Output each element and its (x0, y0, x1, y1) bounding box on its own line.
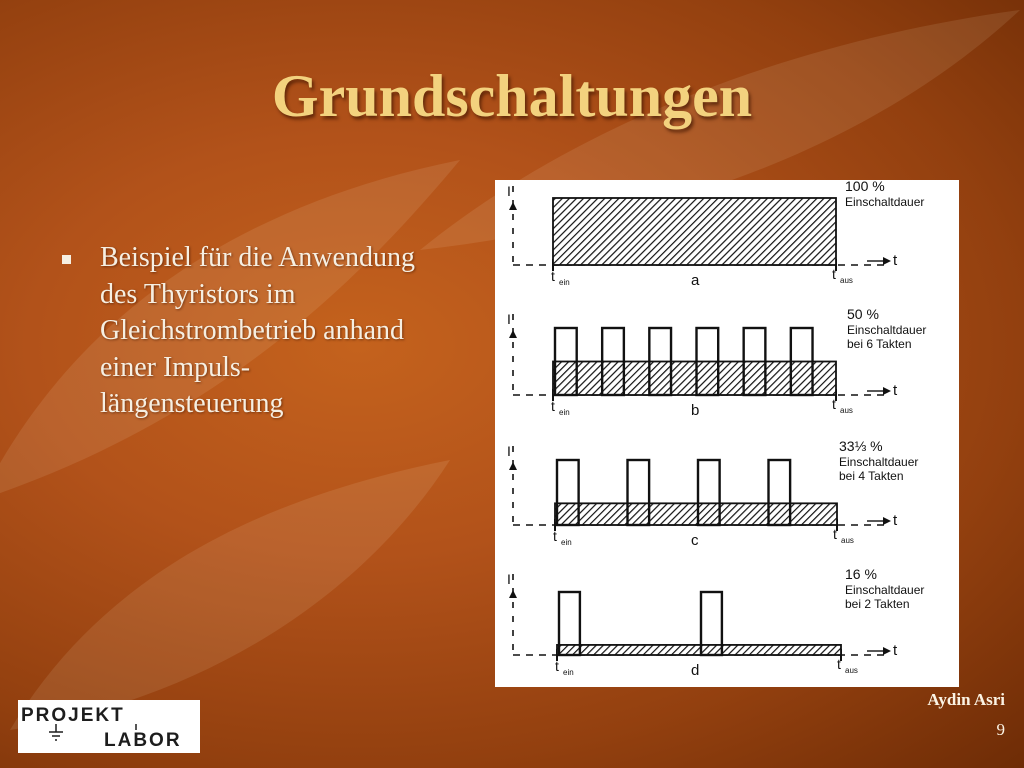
panel-letter-b: b (691, 402, 700, 419)
panel-letter-d: d (691, 662, 700, 679)
duty-percent-d: 16 % (845, 566, 877, 582)
panel-a (507, 180, 924, 289)
panel-c (507, 438, 918, 549)
current-axis-label: I (507, 443, 511, 459)
duty-percent-b: 50 % (847, 306, 879, 322)
t-aus-label: t (833, 526, 837, 542)
bullet-marker (62, 255, 71, 264)
projekt-labor-logo (18, 700, 200, 753)
t-ein-subscript: ein (563, 668, 574, 677)
duty-percent-c: 33⅓ % (839, 438, 883, 454)
duty-label-c: Einschaltdauer (839, 455, 919, 469)
t-ein-label: t (553, 528, 557, 544)
time-arrow-icon (883, 257, 891, 265)
axis-arrow-icon (509, 462, 517, 470)
time-axis-label: t (893, 512, 898, 529)
cycle-count-d: bei 2 Takten (845, 597, 910, 611)
logo-graphic (18, 700, 200, 753)
t-aus-subscript: aus (841, 536, 854, 545)
mean-value-area (557, 645, 841, 655)
t-aus-subscript: aus (840, 276, 853, 285)
panel-d (507, 566, 924, 679)
t-aus-label: t (832, 266, 836, 282)
axis-arrow-icon (509, 202, 517, 210)
t-ein-subscript: ein (561, 538, 572, 547)
duty-label-a: Einschaltdauer (845, 195, 925, 209)
logo-text-labor: LABOR (104, 730, 182, 751)
panel-letter-a: a (691, 272, 700, 289)
page-number: 9 (996, 720, 1005, 739)
t-ein-label: t (551, 268, 555, 284)
pulse-width-diagram (495, 180, 959, 687)
cycle-count-c: bei 4 Takten (839, 469, 904, 483)
t-aus-subscript: aus (845, 666, 858, 675)
time-axis-label: t (893, 642, 898, 659)
t-ein-label: t (551, 398, 555, 414)
duty-percent-a: 100 % (845, 180, 885, 194)
cycle-count-b: bei 6 Takten (847, 337, 912, 351)
mean-value-area (555, 503, 837, 525)
time-arrow-icon (883, 647, 891, 655)
logo-text-projekt: PROJEKT (21, 705, 125, 726)
slide-title: Grundschaltungen (271, 63, 753, 129)
time-axis-label: t (893, 382, 898, 399)
axis-arrow-icon (509, 590, 517, 598)
duty-label-b: Einschaltdauer (847, 323, 927, 337)
t-aus-subscript: aus (840, 406, 853, 415)
panel-b (507, 306, 926, 419)
axis-arrow-icon (509, 330, 517, 338)
current-axis-label: I (507, 311, 511, 327)
panel-letter-c: c (691, 532, 699, 549)
pulse-diagram-svg (495, 180, 959, 687)
bullet-text: Beispiel für die Anwendung des Thyristors im Gleichstrombetrieb anhand einer Impuls- längensteuerung (100, 242, 415, 419)
t-ein-subscript: ein (559, 408, 570, 417)
time-axis-label: t (893, 252, 898, 269)
t-aus-label: t (832, 396, 836, 412)
duty-label-d: Einschaltdauer (845, 583, 925, 597)
current-axis-label: I (507, 183, 511, 199)
t-ein-subscript: ein (559, 278, 570, 287)
time-arrow-icon (883, 387, 891, 395)
t-ein-label: t (555, 658, 559, 674)
t-aus-label: t (837, 656, 841, 672)
current-axis-label: I (507, 571, 511, 587)
mean-value-area (553, 198, 836, 265)
time-arrow-icon (883, 517, 891, 525)
mean-value-area (553, 362, 836, 396)
footer-author: Aydin Asri (927, 690, 1005, 709)
